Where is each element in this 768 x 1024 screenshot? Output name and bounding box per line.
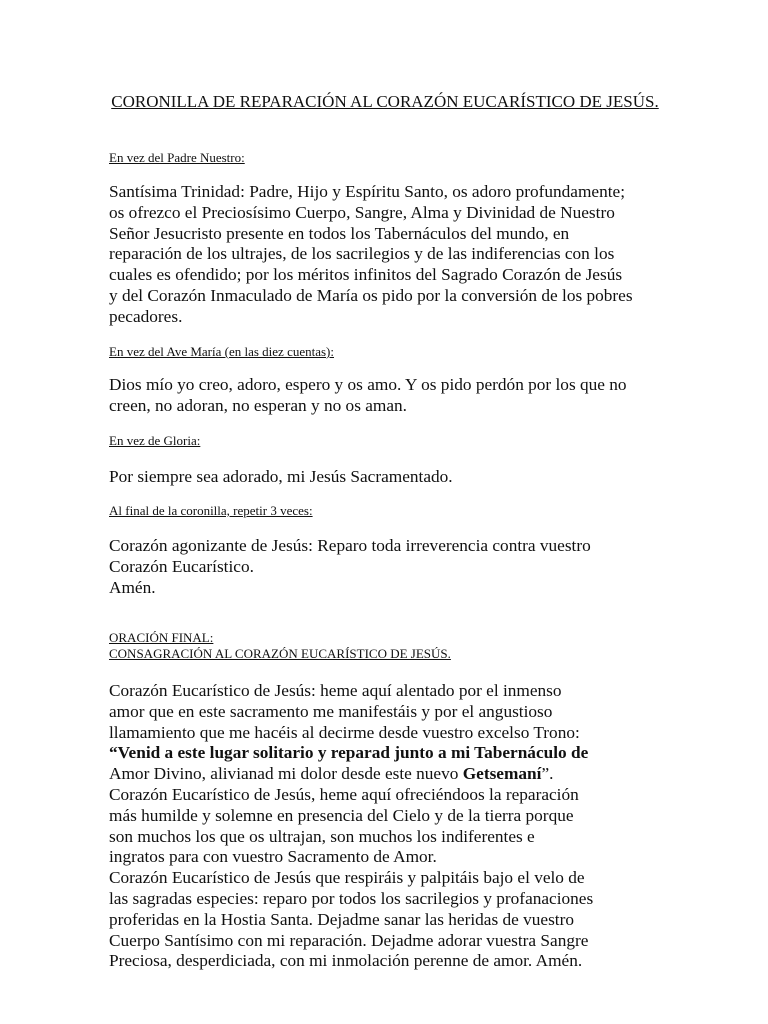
- text-line: Corazón agonizante de Jesús: Reparo toda irreverencia contra vuestro: [109, 536, 591, 555]
- text-line: proferidas en la Hostia Santa. Dejadme sanar las heridas de vuestro: [109, 909, 574, 929]
- text-line: Corazón Eucarístico de Jesús: heme aquí alentado por el inmenso: [109, 681, 562, 700]
- text-line: Cuerpo Santísimo con mi reparación. Dejadme adorar vuestra Sangre: [109, 930, 589, 950]
- text-line: son muchos los que os ultrajan, son muchos los indiferentes e: [109, 826, 535, 846]
- text-line: pecadores.: [109, 306, 183, 326]
- paragraph-ave-maria: [109, 375, 627, 417]
- paragraph-consagracion: [109, 681, 593, 972]
- text-line: reparación de los ultrajes, de los sacrilegios y de las indiferencias con los: [109, 244, 615, 264]
- text-line: Corazón Eucarístico de Jesús, heme aquí ofreciéndoos la reparación: [109, 784, 579, 804]
- quote-end: ”.: [541, 764, 554, 784]
- heading-final: Al final de la coronilla, repetir 3 veces:: [109, 503, 313, 518]
- text-line: Señor Jesucristo presente en todos los Tabernáculos del mundo, en: [109, 223, 570, 243]
- heading-consagracion: CONSAGRACIÓN AL CORAZÓN EUCARÍSTICO DE JESÚS.: [109, 646, 451, 661]
- text-line: y del Corazón Inmaculado de María os pido por la conversión de los pobres: [109, 285, 633, 305]
- quote-line: “Venid a este lugar solitario y reparad junto a mi Tabernáculo de: [109, 743, 589, 763]
- text-line: Amén.: [109, 577, 156, 597]
- paragraph-gloria: [109, 467, 453, 488]
- heading-gloria: En vez de Gloria:: [109, 433, 201, 448]
- heading-padre-nuestro: En vez del Padre Nuestro:: [109, 150, 245, 165]
- text-line: creen, no adoran, no esperan y no os aman.: [109, 395, 407, 415]
- text-line: llamamiento que me hacéis al decirme desde vuestro excelso Trono:: [109, 722, 580, 742]
- text-line: amor que en este sacramento me manifestáis y por el angustioso: [109, 701, 553, 721]
- text-line: Preciosa, desperdiciada, con mi inmolación perenne de amor. Amén.: [109, 951, 583, 971]
- paragraph-padre-nuestro: [109, 182, 633, 328]
- text-line: Santísima Trinidad: Padre, Hijo y Espíritu Santo, os adoro profundamente;: [109, 182, 625, 201]
- text-line: más humilde y solemne en presencia del Cielo y de la tierra porque: [109, 805, 574, 825]
- text-line: las sagradas especies: reparo por todos los sacrilegios y profanaciones: [109, 888, 594, 908]
- text-line: os ofrezco el Preciosísimo Cuerpo, Sangre, Alma y Divinidad de Nuestro: [109, 202, 615, 222]
- paragraph-final: [109, 536, 591, 598]
- heading-ave-maria: En vez del Ave María (en las diez cuentas):: [109, 344, 334, 359]
- document-title: CORONILLA DE REPARACIÓN AL CORAZÓN EUCARÍSTICO DE JESÚS.: [111, 92, 659, 111]
- quote-bold-word: Getsemaní: [462, 764, 542, 784]
- text-line: Por siempre sea adorado, mi Jesús Sacramentado.: [109, 467, 453, 486]
- text-line: Corazón Eucarístico de Jesús que respiráis y palpitáis bajo el velo de: [109, 868, 585, 888]
- text-line: Dios mío yo creo, adoro, espero y os amo. Y os pido perdón por los que no: [109, 375, 627, 394]
- quote-line: [109, 764, 593, 785]
- text-line: ingratos para con vuestro Sacramento de Amor.: [109, 847, 437, 867]
- heading-oracion-final: ORACIÓN FINAL:: [109, 630, 214, 645]
- text-line: cuales es ofendido; por los méritos infinitos del Sagrado Corazón de Jesús: [109, 265, 623, 285]
- text-line: Corazón Eucarístico.: [109, 556, 254, 576]
- quote-text: Amor Divino, alivianad mi dolor desde este nuevo: [109, 764, 463, 784]
